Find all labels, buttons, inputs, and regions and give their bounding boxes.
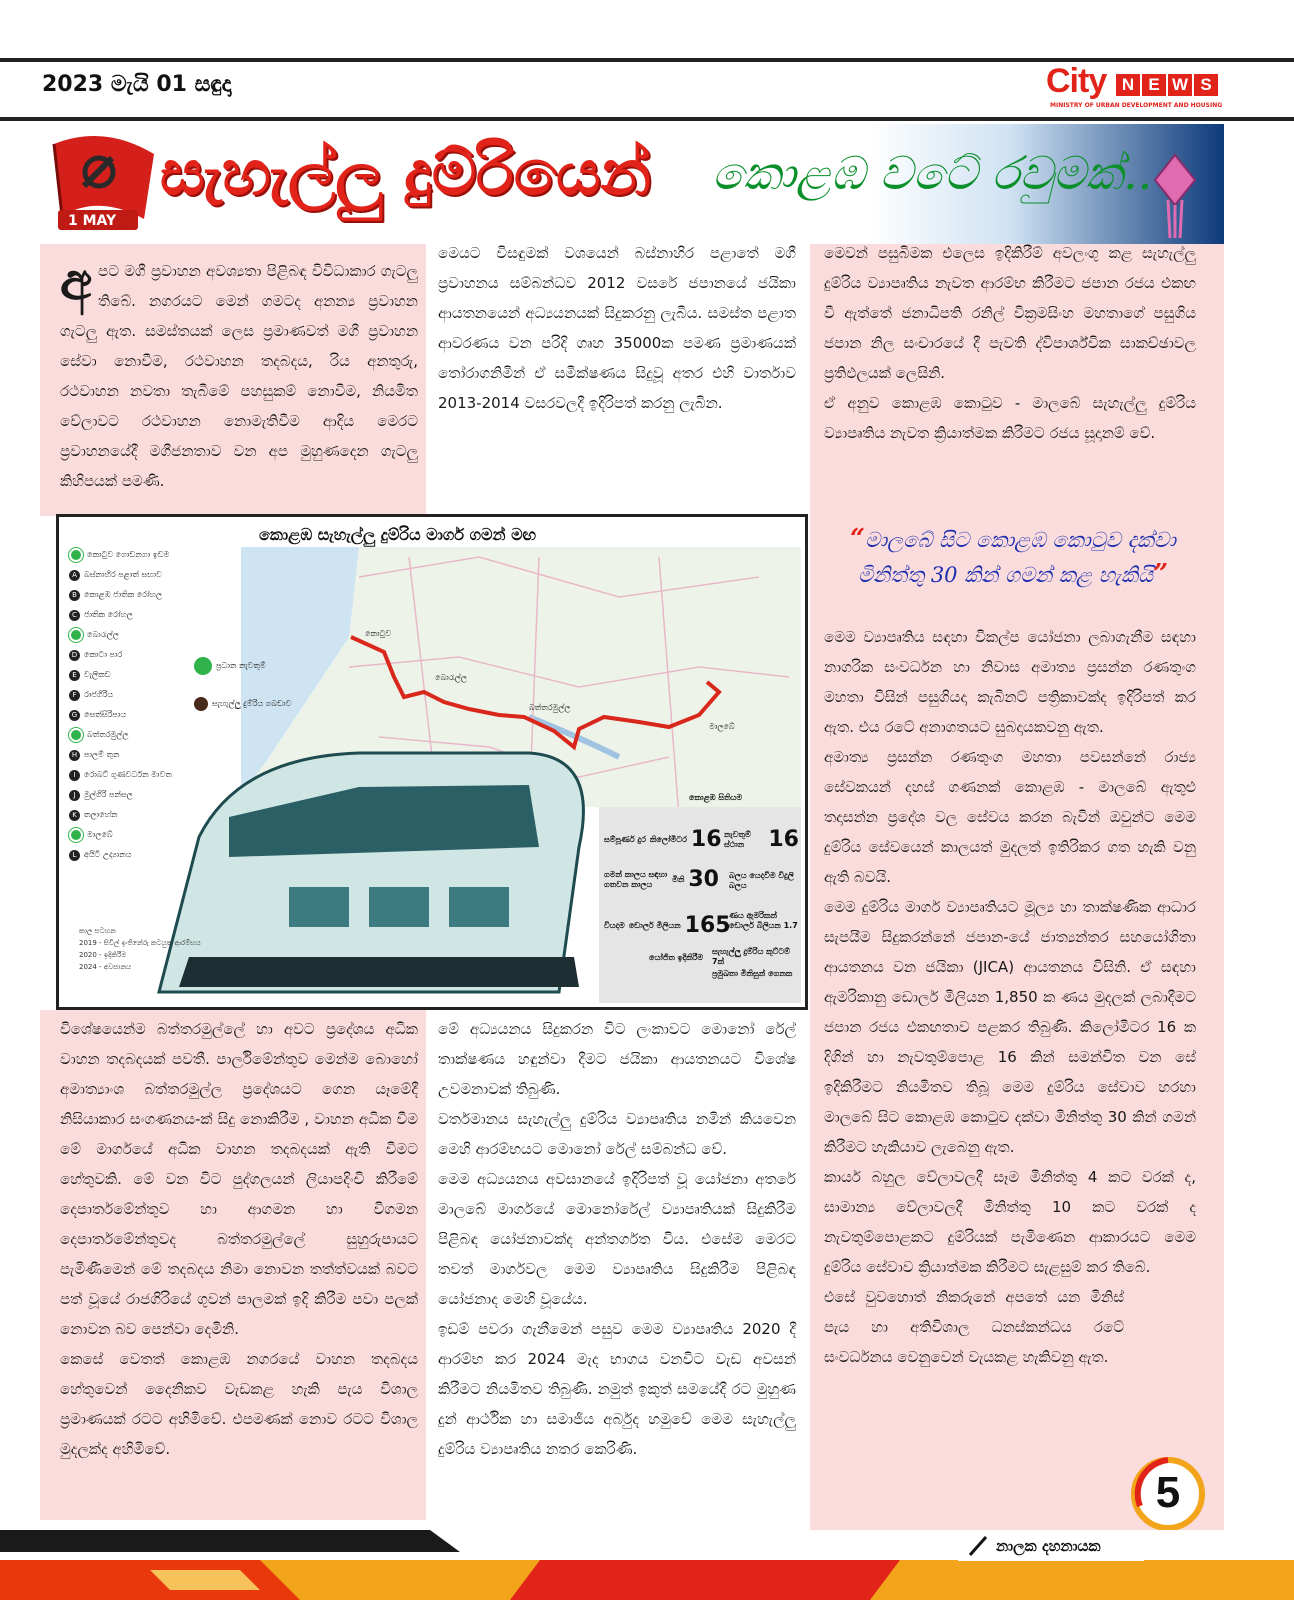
stat-value: 16 (768, 827, 799, 852)
stat-value: 30 (688, 867, 719, 892)
stat-trains: සැහැල්ලු දුම්රිය කුට්ටම් 7ක් (712, 947, 790, 966)
timeline-item: කාල සටහන (79, 927, 116, 935)
legend-item (69, 785, 239, 805)
legend-label: බස්නාහිර පළාත් සභාව (84, 570, 162, 579)
article-col1-top (60, 252, 418, 496)
station-icon (69, 828, 83, 842)
paragraph: මෙම ව්‍යාපෘතිය සඳහා විකල්ප යෝජනා ලබාගැනීම සඳහා නාගරික සංවර්ධන හා නිවාස අමාත්‍ය ප්‍රසන්න රණතුංග මහතා විසින් පසුගියදා කැබිනට් පත්‍රිකාවක්ද ඉදිරිපත් කර ඇත. එය රටේ අනාගතයට සුබදායකවනු ඇත. (824, 628, 1196, 736)
stop-marker: H (69, 750, 80, 761)
logo-letter: W (1168, 74, 1192, 96)
paragraph: ඒ අනුව කොළඹ කොටුව - මාලබේ සැහැල්ලු දුම්රිය ව්‍යාපෘතිය නැවත ක්‍රියාත්මක කිරීමට රජය සූදානම් වේ. (824, 394, 1196, 442)
legend-label: කොළඹ ජාතික රෝහල (84, 590, 163, 599)
paragraph: ඉඩම් පවරා ගැනීමෙන් පසුව මෙම ව්‍යාපෘතිය 2020 දී ආරම්භ කර 2024 මැද භාගය වනවිට වැඩ අවසන් කිරීමට නියමිතව තිබුණි. නමුත් ඉකුත් සමයේදී රට මුහුණ දුන් ආර්ථික හා සමාජීය අර්බුද හමුවේ මෙම සැහැල්ලු දුම්රිය ව්‍යාපෘතිය නතර කෙරිණි. (438, 1320, 796, 1458)
stat-value: 16 (690, 827, 722, 852)
legend-item (69, 565, 239, 585)
legend-label: රාජගිරිය (84, 690, 114, 699)
legend-item (69, 725, 239, 745)
stop-marker: G (69, 710, 80, 721)
paragraph: විශේෂයෙන්ම බත්තරමුල්ලේ හා අවට ප්‍රදේශය අධික වාහන තදබදයක් පවතී. පාර්ලිමේන්තුව මෙන්ම බොහෝ අමාත්‍යාංශ බත්තරමුල්ල ප්‍රදේශයට ගෙන යෑමේදී නිසියාකාර සංගණනය-ක් සිදු නොකිරීම , වාහන අධික වීම මේ මාර්ගයේ අධික වාහන තදබදයක් ඇති වීමට හේතුවකි. මේ වන විට පුද්ගලයන් ලියාපදිංචි කිරීමේ දෙපාර්තමේන්තුව හා ආගමන හා විගමන දෙපාර්තමේන්තුවද බත්තරමුල්ලේ සුහුරුපායට පැමිණීමෙන් මේ තදබදය නිමා නොවන තත්ත්වයක් බවට පත් වූයේ රාජගිරියේ ගුවන් පාලමක් ඉදි කිරීම පවා පලක් නොවන බව පෙන්වා දෙමිනි. (60, 1020, 418, 1338)
legend-label: පාලම් තුන (84, 750, 120, 759)
pull-quote-text: මාලබේ සිට කොළඹ කොටුව දක්වා මිනිත්තු 30 කින් ගමන් කළ හැකියි (857, 528, 1176, 587)
map-title: කොළඹ සැහැල්ලු දුම්රිය මාර්ග ගමන් මඟ (259, 525, 537, 544)
page-number-badge (1128, 1454, 1208, 1534)
legend-item (69, 825, 239, 845)
legend-station-label: ප්‍රධාන නැවතුම් (216, 661, 266, 670)
stat-proposal: යෝජිත ඉදිකිරීම (649, 953, 704, 962)
legend-item (69, 585, 239, 605)
legend-label: කොටුව ගොඩනගා ඉඩම (87, 550, 170, 559)
stat-time (604, 867, 719, 892)
may-day-flag-icon (44, 124, 164, 244)
legend-label: තලාහේන (84, 810, 118, 819)
map-label-malabe: මාලබේ (709, 722, 735, 731)
logo-letter: E (1142, 74, 1166, 96)
paragraph: කෙසේ වෙතත් කොළඹ නගරයේ වාහන තදබදය හේතුවෙන් දෛනිකව වැඩකළ හැකි පැය විශාල ප්‍රමාණයක් රටට අහිමිවේ. එපමණක් නොව රටට විශාල මුදලක්ද අහිමිවේ. (60, 1350, 418, 1458)
legend-item (69, 845, 239, 865)
quote-open-icon: “ (850, 524, 866, 554)
paragraph: මෙම අධ්‍යයනය අවසානයේ ඉදිරිපත් වූ යෝජනා අතරේ මාලබේ මාර්ගයේ මොනෝරේල් ව්‍යාපෘතියක් සිදුකිරීම පිළිබඳ යෝජනාවක්ද අන්තර්ගත විය. එසේම මෙරට තවත් මාර්ගවල මෙම ව්‍යාපෘතිය සිදුකිරීම පිළිබඳ යෝජනාද මෙහි වූයේය. (438, 1170, 796, 1308)
legend-label: අයිටී උද්‍යානය (84, 850, 132, 859)
stop-marker: L (69, 850, 80, 861)
article-col2-bottom (438, 1014, 796, 1464)
paragraph: එසේ වුවහොත් නිකරුනේ අපතේ යන මිනිස් පැය හා අතිවිශාල ධනස්කන්ධය රටේ සංවර්ධනය වෙනුවෙන් වැයකළ හැකිවනු ඇත. (824, 1288, 1124, 1366)
logo-letter: N (1116, 74, 1140, 96)
legend-item (69, 805, 239, 825)
stat-label: සම්පූර්ණ දුර (604, 834, 646, 844)
legend-label: ජාතික රෝහල (84, 610, 133, 619)
map-label-battaramulla: බත්තරමුල්ල (529, 703, 571, 712)
stat-loan: ණය ඇමරිකන් ඩොලර් බිලියන 1.7 (729, 911, 798, 930)
map-label-borella: බොරැල්ල (435, 673, 467, 682)
timeline-item: 2020 - ඉදිකිරීම (79, 951, 127, 959)
legend-item (69, 745, 239, 765)
map-label-kotuwa: කොටුව (365, 629, 392, 638)
stat-label: නැවතුම් ස්ථාන (724, 829, 751, 849)
lantern-icon (1150, 150, 1200, 240)
paragraph: මෙම දුම්රිය මාර්ග ව්‍යාපෘතියට මූල්‍ය හා තාක්ෂණික ආධාර සැපයීම සිදුකරන්නේ ජපාන-යේ ජාත්‍යන්තර සහයෝගිතා ආයතනය වන ජයිකා (JICA) ආයතනය විසිනි. ඒ සඳහා ඇමරිකානු ඩොලර් මිලියන 1,850 ක ණය මුදලක් ලබාදීමට ජපාන රජය එකඟතාව පළකර තිබුණි. කිලෝමීටර 16 ක දිගින් හා නැවතුම්පොළ 16 කින් සමන්විත වන සේ ඉදිකිරීමට නියමිතව තිබූ මෙම දුම්රිය සේවාව හරහා මාලබේ සිට කොළඹ කොටුව දක්වා මිනිත්තු 30 කින් ගමන් කිරීමට හැකියාව ලැබෙනු ඇත. (824, 898, 1196, 1156)
route-map-graphic (56, 514, 808, 1010)
paragraph: වර්තමානය සැහැල්ලු දුම්රිය ව්‍යාපෘතිය නමින් කියවෙන මෙහි ආරම්භයට මොනෝ රේල් සම්බන්ධ වේ. (438, 1110, 796, 1158)
paragraph: මෙයට විසඳුමක් වශයෙන් බස්නාහිර පළාතේ මගී ප්‍රවාහනය සම්බන්ධව 2012 වසරේ ජපානයේ ජයිකා ආයතනයෙන් අධ්‍යයනයක් සිදුකරනු ලැබීය. සමස්ත පළාත ආවරණය වන පරිදි ගෘහ 35000ක පමණ ප්‍රමාණයක් තෝරාගනිමින් ඒ සමීක්ෂණය සිදුවූ අතර එහි වාර්තාව 2013-2014 වසරවලදී ඉදිරිපත් කරනු ලැබින. (438, 244, 796, 412)
timeline-item: 2019 - සිවිල් ඉංජිනේරු කටයුතු ආරම්භය (79, 939, 201, 947)
stop-marker: K (69, 810, 80, 821)
stat-stations (724, 827, 799, 852)
stop-marker: C (69, 610, 80, 621)
logo-tagline: MINISTRY OF URBAN DEVELOPMENT AND HOUSING (1050, 102, 1223, 109)
header-rule (0, 117, 1294, 121)
legend-depot-key (194, 697, 291, 711)
station-icon (69, 628, 83, 642)
station-icon (69, 728, 83, 742)
stop-marker: E (69, 670, 80, 681)
depot-icon (194, 697, 208, 711)
flag-label: 1 MAY (68, 213, 117, 229)
article-col1-bottom (60, 1014, 418, 1464)
stop-marker: F (69, 690, 80, 701)
legend-item (69, 625, 239, 645)
legend-label: බොරැල්ල (87, 630, 119, 639)
drop-cap: අ (60, 252, 93, 312)
legend-item (69, 605, 239, 625)
stat-value: 165 (684, 913, 731, 938)
stat-capacity: ප්‍රමුඛතා මිනිසුන් ගෙනක (712, 969, 793, 978)
legend-item (69, 765, 239, 785)
logo-letter: S (1194, 74, 1218, 96)
legend-label: රොබට් ගුණවර්ධන මාවත (84, 770, 172, 779)
headline-red: සැහැල්ලු දුම්රියෙන් (160, 136, 651, 209)
paragraph: මෙවන් පසුබිමක එලෙස ඉදිකිරීම් අවලංගු කළ සැහැල්ලු දුම්රිය ව්‍යාපෘතිය නැවත ආරම්භ කිරීමට ජපාන රජය එකඟ වී ඇත්තේ ජනාධිපති රනිල් වික්‍රමසිංහ මහතාගේ පසුගිය ජපාන නිල සංචාරයේ දී පැවති ද්විපාර්ශ්වික සාකච්ඡාවල ප්‍රතිඵලයක් ලෙසිනි. (824, 244, 1196, 382)
page-number: 5 (1155, 1468, 1181, 1517)
legend-station-key (194, 657, 266, 675)
stop-marker: A (69, 570, 80, 581)
paragraph: අමාත්‍ය ප්‍රසන්න රණතුංග මහතා පවසන්නේ රාජ්‍ය සේවකයන් දහස් ගණනක් කොළඹ - මාලබේ ඇතුළු තදාසන්න ප්‍රදේශ වල සේවය කරන බැවින් ඔවුන්ට මෙම දුම්රිය සේවයෙන් කාලයත් මුදලත් ඉතිරිකර ගත හැකි වනු ඇති බවයි. (824, 748, 1196, 886)
pull-quote (828, 522, 1198, 592)
legend-label: මුල්ගිරි පන්සල (84, 790, 133, 799)
article-col3-mid (824, 622, 1196, 1372)
project-timeline (79, 925, 201, 973)
legend-label: මාලබේ (87, 830, 113, 839)
headline-green: කොළඹ වටේ රවුමක්.. (712, 146, 1153, 200)
stat-label: වියදම (604, 920, 625, 930)
stat-label: ගමන් කාලය සඳහා ගතවන කාලය (604, 869, 668, 889)
legend-label: වැලිකඩ (84, 670, 111, 679)
legend-depot-label: සැහැල්ලු දුම්රිය ගබඩාව (212, 699, 292, 708)
stat-unit: කිලෝමීටර (649, 834, 687, 844)
legend-label: බත්තරමුල්ල (87, 730, 129, 739)
stat-cost (604, 913, 731, 938)
author-byline (958, 1531, 1144, 1561)
paragraph: මේ අධ්‍යයනය සිදුකරන විට ලංකාවට මොනෝ රේල් තාක්ෂණය හඳුන්වා දීමට ජයිකා ආයතනයට විශේෂ උවමනාවක් තිබුණි. (438, 1020, 796, 1098)
stat-unit: මිනි (672, 874, 685, 884)
article-col2-top (438, 238, 796, 418)
quote-close-icon: ” (1153, 559, 1169, 589)
city-news-logo (1046, 62, 1224, 110)
byline-slash-icon (966, 1535, 990, 1557)
legend-label: සෙත්සිරිපාය (84, 710, 127, 719)
timeline-item: 2024 - අවසානය (79, 963, 132, 971)
logo-news-blocks (1116, 74, 1218, 96)
stats-header: කොළඹ සිතියම (689, 793, 743, 802)
stat-power: බලය යෙදවීම විදුලි බලය (729, 871, 794, 890)
station-icon (69, 548, 83, 562)
legend-item (69, 545, 239, 565)
stat-unit: ඩොලර් මිලියන (628, 920, 681, 930)
logo-city-text: City (1046, 62, 1107, 100)
article-col3-top (824, 238, 1196, 448)
author-name: නාලක දහනායක (996, 1537, 1101, 1555)
legend-label: කොටා පාර (84, 650, 123, 659)
stop-marker: J (69, 790, 80, 801)
paragraph: කාර්ය බහුල වේලාවලදී සෑම මිනිත්තු 4 කට වරක් ද, සාමාන්‍ය වේලාවලදී මිනිත්තු 10 කට වරක් ද නැවතුම්පොළකට දුම්රියක් පැමිණෙන ආකාරයට මෙම දුම්රිය සේවාව ක්‍රියාත්මක කිරීමට සැළසුම් කර තිබේ. (824, 1168, 1196, 1276)
stop-marker: B (69, 590, 80, 601)
issue-date: 2023 මැයි 01 සඳුදා (42, 72, 232, 97)
paragraph: පට මගී ප්‍රවාහන අවශ්‍යතා පිළිබඳ විවිධාකාර ගැටලු තිබේ. නගරයට මෙන් ගමටද අනන්‍ය ප්‍රවාහන ගැටලු ඇත. සමස්තයක් ලෙස ප්‍රමාණවත් මගී ප්‍රවාහන සේවා නොවීම, රථවාහන තදබදය, රිය අනතුරු, රථවාහන නවතා තැබීමේ පහසුකම් නොවීම, නියමිත වේලාවට රථවාහන නොමැතිවීම ආදිය මෙරට ප්‍රවාහනයේදී මගීජනතාව වන අප මුහුණදෙන ගැටලු කිහිපයක් පමණි. (60, 262, 418, 490)
stop-marker: I (69, 770, 80, 781)
stop-marker: D (69, 650, 80, 661)
station-icon (194, 657, 212, 675)
stat-length (604, 827, 722, 852)
